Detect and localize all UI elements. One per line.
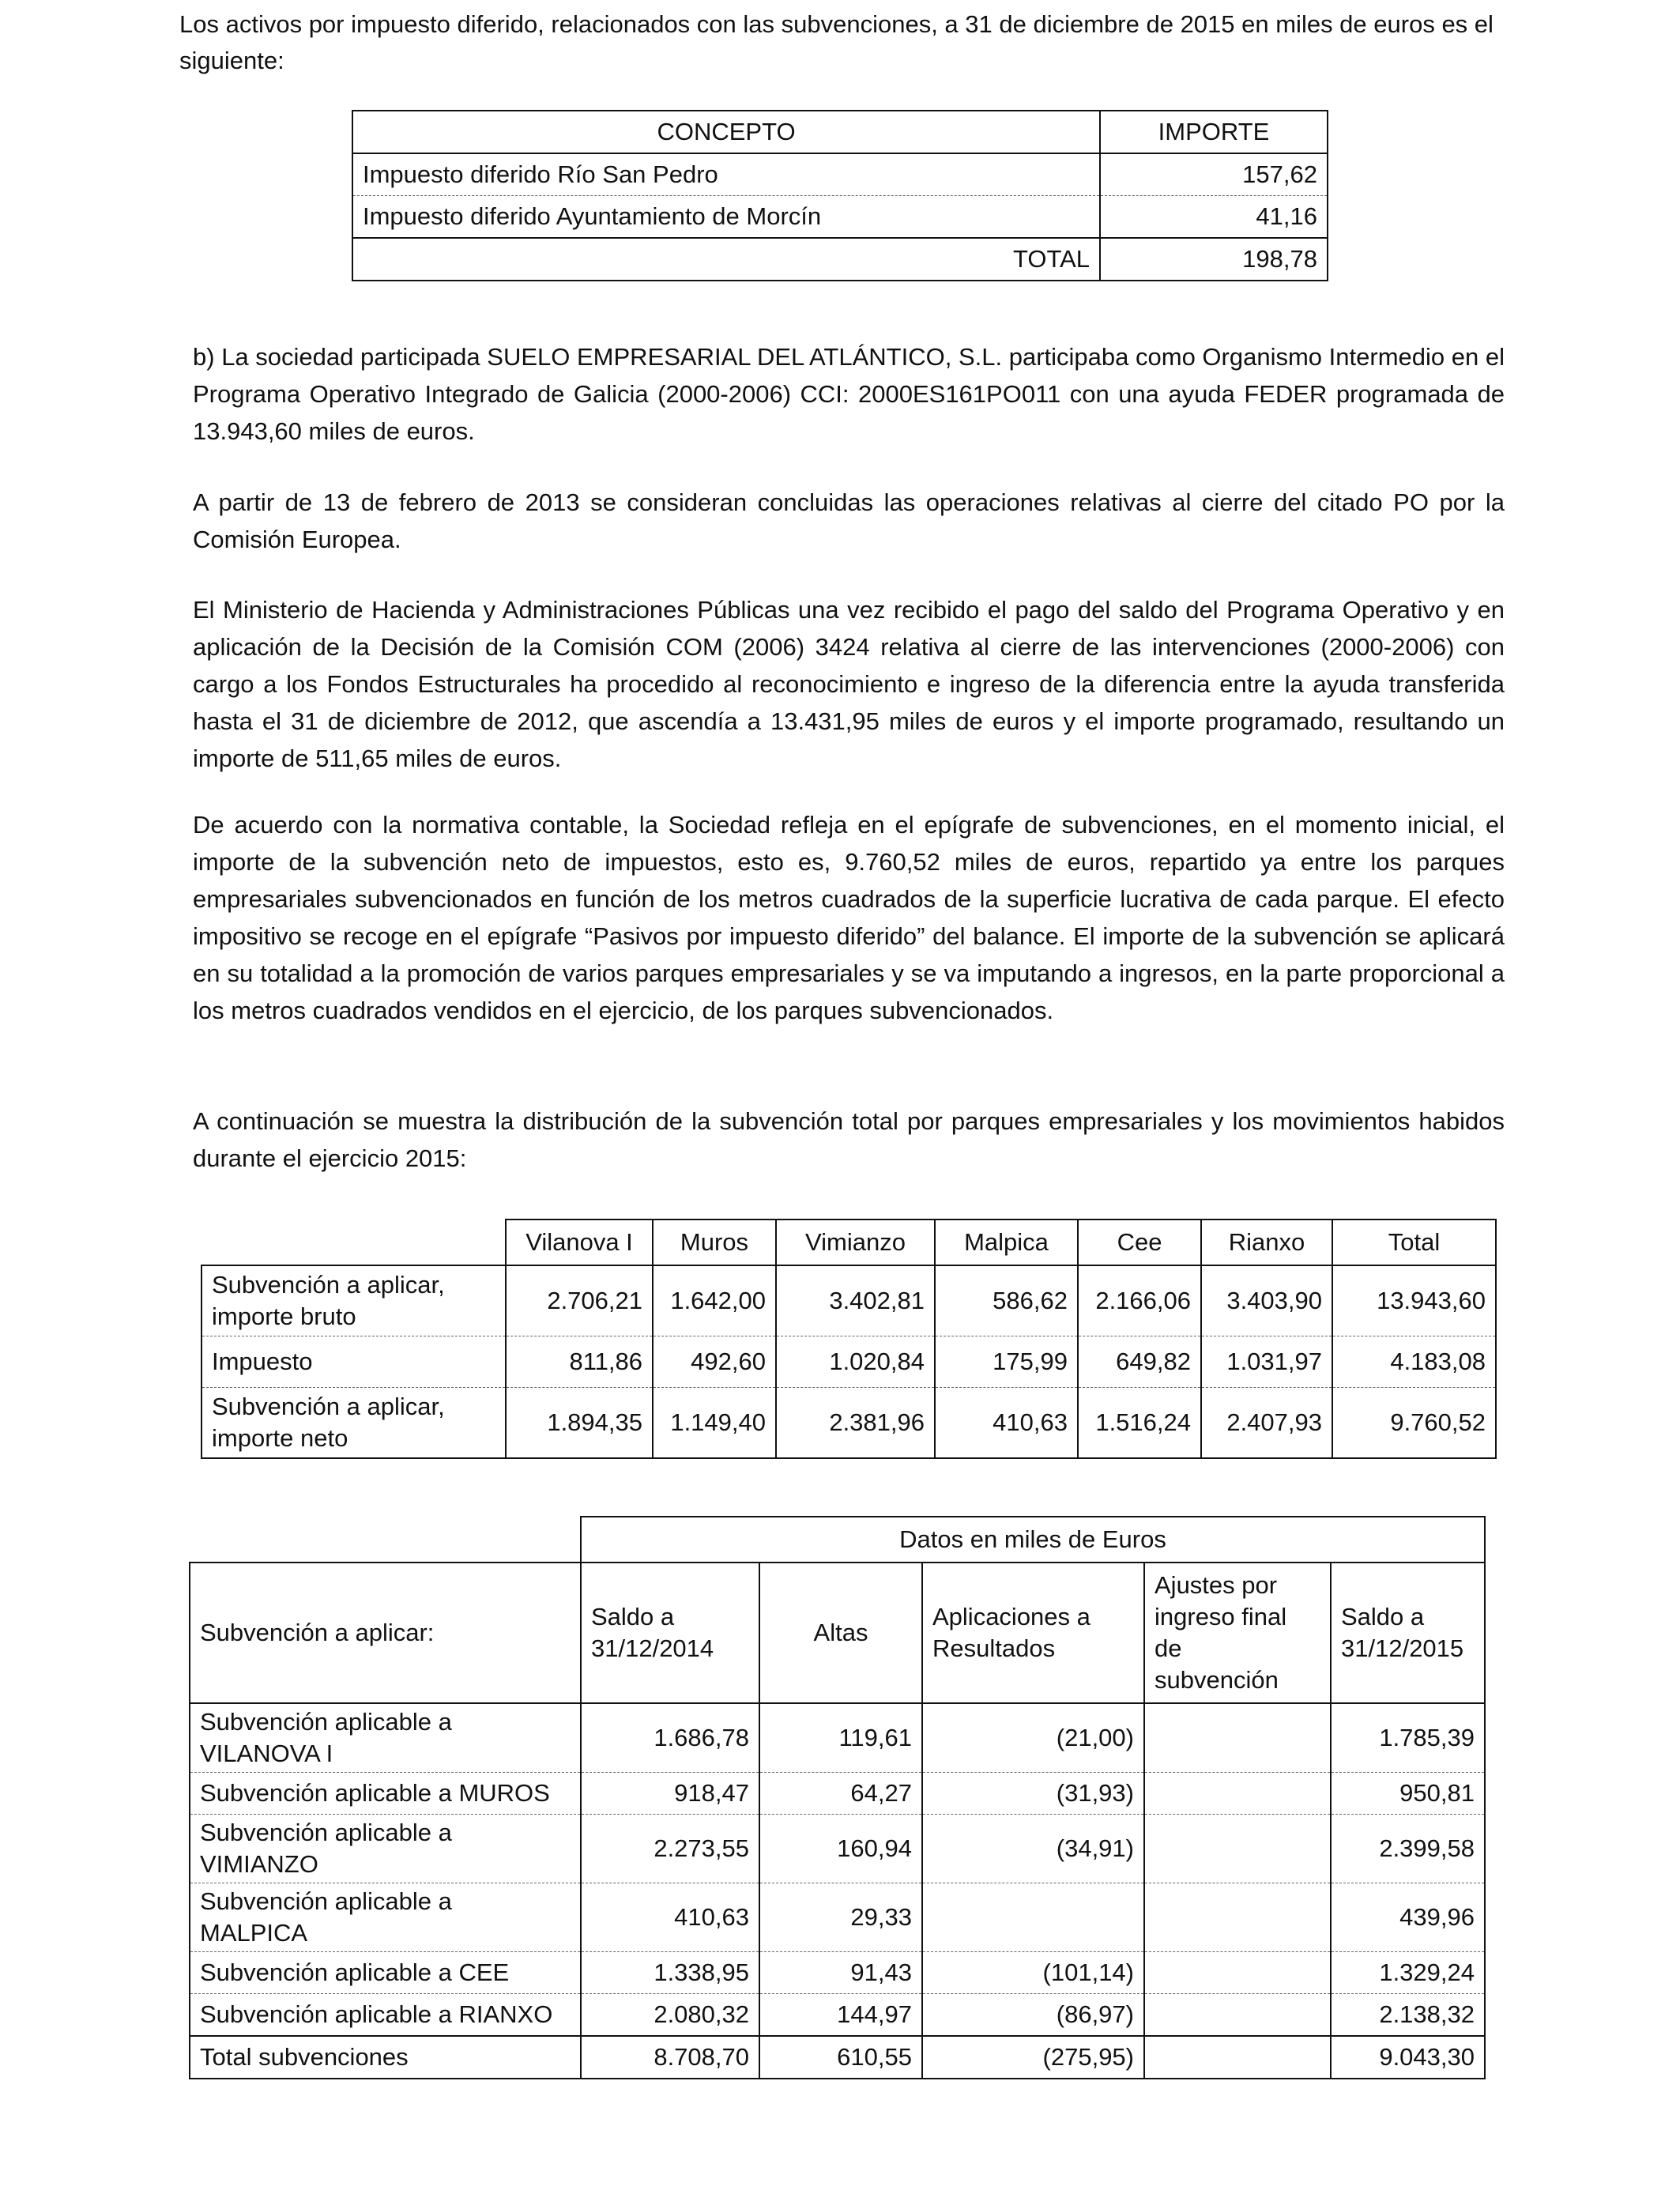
cell: 918,47 [581,1773,759,1815]
table-row [190,1952,1485,1994]
cell: 3.402,81 [776,1265,935,1336]
col-header-importe: IMPORTE [1100,111,1328,153]
cell: 64,27 [759,1773,922,1815]
cell: 410,63 [935,1388,1078,1459]
cell: (86,97) [922,1994,1144,2037]
table-caption: Datos en miles de Euros [581,1517,1485,1563]
paragraph-1: b) La sociedad participada SUELO EMPRESARIAL DEL ATLÁNTICO, S.L. participaba como Organismo Intermedio en el Programa Operativo Integrado de Galicia (2000-2006) CCI: 2000ES161PO011 con una ayuda FEDER programada de 13.943,60 miles de euros. [193,343,1505,445]
cell: 1.329,24 [1331,1952,1485,1994]
paragraph-4: De acuerdo con la normativa contable, la Sociedad refleja en el epígrafe de subvenciones, en el momento inicial, el importe de la subvención neto de impuestos, esto es, 9.760,52 miles de euros, repartido ya entre los parques empresariales subvencionados en función de los metros cuadrados de la superficie lucrativa de cada parque. El efecto impositivo se recoge en el epígrafe “Pasivos por impuesto diferido” del balance. El importe de la subvención se aplicará en su totalidad a la promoción de varios parques empresariales y se va imputando a ingresos, en la parte proporcional a los metros cuadrados vendidos en el ejercicio, de los parques subvencionados. [193,811,1505,1024]
cell: 119,61 [759,1703,922,1773]
cell: (21,00) [922,1703,1144,1773]
table-row [190,1994,1485,2037]
table-row [190,1815,1485,1883]
table-row [352,196,1328,239]
cell: 8.708,70 [581,2036,759,2079]
cell: 1.516,24 [1078,1388,1201,1459]
table-row [190,1703,1485,1773]
cell: 160,94 [759,1815,922,1883]
cell-importe: 157,62 [1100,153,1328,196]
paragraph-2: A partir de 13 de febrero de 2013 se consideran concluidas las operaciones relativas al cierre del citado PO por la Comisión Europea. [193,488,1505,553]
cell: 2.381,96 [776,1388,935,1459]
cell: 1.031,97 [1201,1336,1332,1388]
table-row [190,1883,1485,1952]
cell: 4.183,08 [1332,1336,1496,1388]
cell: 13.943,60 [1332,1265,1496,1336]
total-label: Total subvenciones [190,2036,581,2079]
col-header: Vimianzo [776,1220,935,1265]
row-header: Subvención a aplicar: [190,1563,581,1703]
cell [1144,1994,1331,2037]
cell: 586,62 [935,1265,1078,1336]
col-header-concepto: CONCEPTO [352,111,1100,153]
cell: 1.686,78 [581,1703,759,1773]
cell: 1.894,35 [506,1388,653,1459]
table-row [202,1336,1496,1388]
total-value: 198,78 [1100,238,1328,281]
cell: 811,86 [506,1336,653,1388]
cell [1144,1952,1331,1994]
col-header: Muros [653,1220,776,1265]
paragraph-3: El Ministerio de Hacienda y Administraciones Públicas una vez recibido el pago del saldo del Programa Operativo y en aplicación de la Decisión de la Comisión COM (2006) 3424 relativa al cierre de las intervenciones (2000-2006) con cargo a los Fondos Estructurales ha procedido al reconocimiento e ingreso de la diferencia entre la ayuda transferida hasta el 31 de diciembre de 2012, que ascendía a 13.431,95 miles de euros y el importe programado, resultando un importe de 511,65 miles de euros. [193,596,1505,772]
col-header-saldo-2014: Saldo a 31/12/2014 [581,1563,759,1703]
col-header-saldo-2015: Saldo a 31/12/2015 [1331,1563,1485,1703]
cell: 1.338,95 [581,1952,759,1994]
cell: 29,33 [759,1883,922,1952]
row-label: Subvención aplicable a VIMIANZO [190,1815,581,1883]
cell: 2.399,58 [1331,1815,1485,1883]
row-label: Subvención aplicable a CEE [190,1952,581,1994]
distribution-table [201,1219,1497,1459]
row-label: Subvención aplicable a MALPICA [190,1883,581,1952]
cell: 91,43 [759,1952,922,1994]
col-header: Cee [1078,1220,1201,1265]
total-row [190,2036,1485,2079]
cell: 2.080,32 [581,1994,759,2037]
table-row [190,1773,1485,1815]
table-row [202,1388,1496,1459]
cell-concepto: Impuesto diferido Río San Pedro [352,153,1100,196]
cell [1144,1815,1331,1883]
cell: (275,95) [922,2036,1144,2079]
row-label: Impuesto [202,1336,506,1388]
row-label: Subvención a aplicar, importe neto [202,1388,506,1459]
intro-text: Los activos por impuesto diferido, relacionados con las subvenciones, a 31 de diciembre de 2015 en miles de euros es el siguiente: [179,10,1494,74]
col-header: Malpica [935,1220,1078,1265]
cell: 2.138,32 [1331,1994,1485,2037]
total-label: TOTAL [352,238,1100,281]
col-header: Vilanova I [506,1220,653,1265]
cell: 2.407,93 [1201,1388,1332,1459]
cell: 2.166,06 [1078,1265,1201,1336]
cell: 950,81 [1331,1773,1485,1815]
col-header-altas: Altas [759,1563,922,1703]
paragraph-5: A continuación se muestra la distribución de la subvención total por parques empresariales y los movimientos habidos durante el ejercicio 2015: [193,1107,1505,1172]
total-row [352,238,1328,281]
cell: 9.760,52 [1332,1388,1496,1459]
col-header: Rianxo [1201,1220,1332,1265]
cell: 1.785,39 [1331,1703,1485,1773]
cell: 610,55 [759,2036,922,2079]
table-row [352,153,1328,196]
movements-table [189,1516,1486,2079]
cell: 439,96 [1331,1883,1485,1952]
cell-concepto: Impuesto diferido Ayuntamiento de Morcín [352,196,1100,239]
cell: 649,82 [1078,1336,1201,1388]
cell-importe: 41,16 [1100,196,1328,239]
cell: 175,99 [935,1336,1078,1388]
cell [1144,1703,1331,1773]
row-label: Subvención a aplicar, importe bruto [202,1265,506,1336]
cell [1144,1773,1331,1815]
col-header-aplicaciones: Aplicaciones a Resultados [922,1563,1144,1703]
row-label: Subvención aplicable a MUROS [190,1773,581,1815]
row-label: Subvención aplicable a VILANOVA I [190,1703,581,1773]
table-row [202,1265,1496,1336]
cell: 1.642,00 [653,1265,776,1336]
cell: 1.149,40 [653,1388,776,1459]
cell [1144,1883,1331,1952]
cell: 492,60 [653,1336,776,1388]
cell: (31,93) [922,1773,1144,1815]
cell [1144,2036,1331,2079]
cell: 2.273,55 [581,1815,759,1883]
col-header: Total [1332,1220,1496,1265]
cell: 410,63 [581,1883,759,1952]
cell: (34,91) [922,1815,1144,1883]
cell: 2.706,21 [506,1265,653,1336]
deferred-tax-table [352,110,1328,281]
row-label: Subvención aplicable a RIANXO [190,1994,581,2037]
cell: (101,14) [922,1952,1144,1994]
col-header-ajustes: Ajustes por ingreso final de subvención [1144,1563,1331,1703]
cell: 9.043,30 [1331,2036,1485,2079]
cell: 1.020,84 [776,1336,935,1388]
cell [922,1883,1144,1952]
cell: 3.403,90 [1201,1265,1332,1336]
cell: 144,97 [759,1994,922,2037]
